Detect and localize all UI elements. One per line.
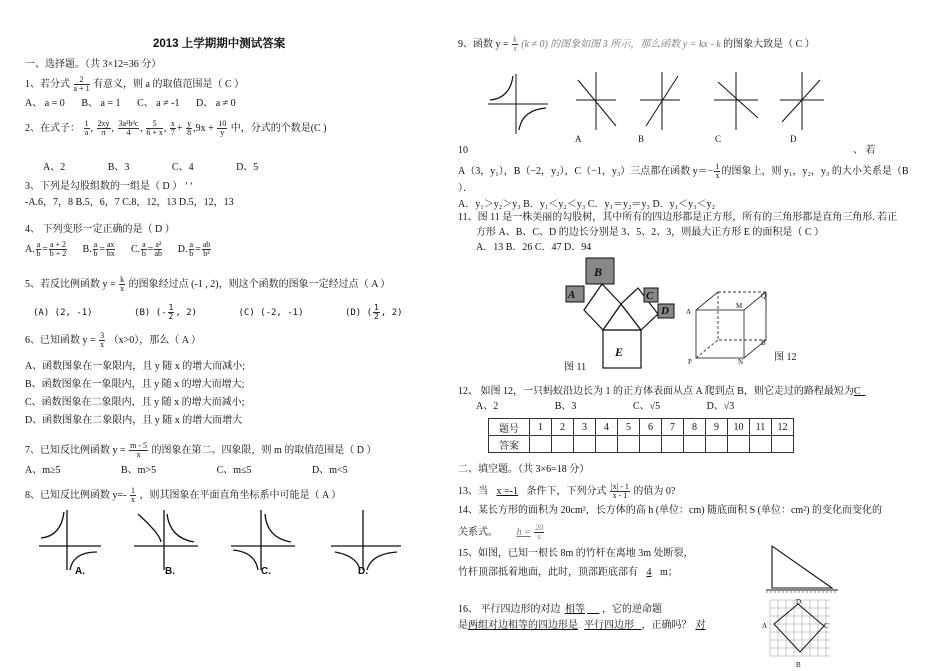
q4d-lhs: [189, 241, 195, 258]
q6-option-a: A、函数图象在一象限内，且 y 随 x 的增大而减小;: [25, 361, 245, 372]
q9-option-d-graph: [780, 72, 824, 130]
q7-option-a: A、m≥5: [25, 465, 61, 476]
frac-num: 2xy: [97, 119, 110, 128]
frac-num: k: [120, 275, 125, 284]
table-cell[interactable]: [662, 436, 684, 453]
q8-label-b: B.: [165, 566, 175, 577]
q8-graph-d: [331, 510, 401, 570]
section-1-heading: 一、选择题。（共 3×12=36 分）: [25, 59, 162, 70]
q7-option-b: B、m>5: [121, 465, 157, 476]
q9-option-c-graph: [714, 72, 758, 130]
frac-num: m - 5: [130, 441, 148, 450]
q2-text: 2、在式子：: [25, 122, 80, 134]
table-cell: 10: [728, 419, 750, 436]
q16-answer-3: 平行四边形: [584, 620, 634, 631]
q2-frac-2: [97, 120, 111, 137]
section-2-heading: 二、填空题。（共 3×6=18 分）: [458, 464, 590, 475]
frac-den: 2: [168, 312, 174, 321]
frac-den: y: [220, 128, 225, 137]
q5-option-c: (C) (-2, -1): [238, 308, 304, 318]
frac-den: π: [101, 128, 106, 137]
q10-text: A（3，y₁），B（−2，y₂），C（−1，y₃）三点都在函数 y＝−: [458, 165, 714, 177]
page-title: 2013 上学期期中测试答案: [153, 38, 286, 50]
frac-den: b: [93, 249, 98, 258]
q1-option-d: D、 a ≠ 0: [196, 98, 236, 109]
cube-label-m: M: [736, 302, 743, 310]
table-cell[interactable]: [618, 436, 640, 453]
question-15: 15、如图，已知一根长 8m 的竹杆在离地 3m 处断裂，: [458, 548, 694, 559]
q7-fraction: [129, 442, 148, 459]
table-cell[interactable]: [750, 436, 772, 453]
q8-label-a: A.: [75, 566, 85, 577]
table-row: [489, 419, 794, 436]
frac-num: y: [187, 119, 192, 128]
q16-text-3: 是: [458, 620, 468, 631]
question-11: 11、图 11 是一株美丽的勾股树，其中所有的四边形都是正方形，所有的三角形都是直角三角形. 若正: [458, 212, 898, 223]
q8-text: 8、已知反比例函数 y=-: [25, 489, 127, 501]
question-5: [25, 276, 390, 293]
q2-frac-5: [170, 120, 176, 137]
q9-mid: (k ≠ 0) 的图象如图 3 所示，那么函数: [521, 38, 681, 50]
table-row: [489, 436, 794, 453]
q5b-frac: [168, 304, 175, 321]
q1-options: [25, 98, 236, 110]
q4c-rhs: [154, 241, 162, 258]
q12-option-c: C、√5: [632, 401, 661, 412]
table-cell: 9: [706, 419, 728, 436]
q9-label-b: B: [638, 134, 645, 144]
q2-frac-6: [186, 120, 192, 137]
figure-11-caption: 图 11: [564, 362, 587, 373]
q11-line-2: 方形 A、B、C、D 的边长分别是 3、5、2、3，则最大正方形 E 的面积是（ C ）: [476, 227, 825, 238]
table-cell: 3: [574, 419, 596, 436]
frac-num: 1: [715, 162, 720, 171]
table-cell[interactable]: [596, 436, 618, 453]
q5-option-b-tail: , 2): [175, 308, 198, 318]
question-8: [25, 487, 341, 504]
q16-answer-4: 对: [695, 620, 706, 631]
q16-text-2: ，它的逆命题: [602, 604, 662, 615]
tree-label-d: D: [661, 305, 669, 317]
q2-options: [43, 162, 258, 174]
cube-label-p: P: [688, 358, 692, 366]
q8-label-c: C.: [261, 566, 271, 577]
q12-option-d: D、√3: [706, 401, 735, 412]
frac-den: x: [120, 284, 125, 293]
tree-label-c: C: [646, 290, 654, 302]
q10-fraction: [714, 163, 720, 180]
frac-den: x: [513, 44, 517, 53]
q8-graph-a: [39, 510, 101, 570]
q4b-lhs: [93, 241, 99, 258]
q9-graphs: [488, 70, 828, 140]
q10-text-b: 的图象上，则 y₁，y₂，y₃ 的大小关系是（B: [721, 165, 909, 177]
frac-den: x: [715, 171, 720, 180]
question-1: [25, 76, 244, 93]
table-cell[interactable]: [728, 436, 750, 453]
table-cell: 7: [662, 419, 684, 436]
q9-tail: 的图象大致是（ C ）: [723, 38, 815, 50]
frac-num: 1: [130, 486, 135, 495]
question-2: 2、在式子： $\frac{1}{a}$ , $\frac{2xy}{\pi}$ , $\frac{\text{3a²b³c}}{4}$ , $\frac{5}{6 + x}$ , $\frac{x}{7}$ + $\frac{y}{8}$ ,9x + $\frac{10}{y}$ 中，分式的个数是(C ): [25, 119, 327, 137]
q8-graph-b: [134, 510, 198, 570]
q15-answer: 4: [646, 567, 652, 578]
equals: =: [99, 243, 105, 255]
frac-den: x - 1: [612, 491, 628, 500]
q2-option-d: D、5: [236, 162, 259, 173]
q2-option-c: C、4: [171, 162, 194, 173]
question-4: 4、 下列变形一定正确的是（ D ）: [25, 224, 175, 235]
frac-den: a: [84, 128, 89, 137]
q4-options: [25, 241, 212, 258]
question-6: [25, 332, 201, 349]
table-cell[interactable]: [772, 436, 794, 453]
frac-num: 1: [168, 303, 174, 312]
frac-den: ab: [154, 249, 163, 258]
frac-num: 1: [84, 119, 89, 128]
table-cell[interactable]: [706, 436, 728, 453]
question-3: 3、下列是勾股组数的一组是（ D ） ’ ‘: [25, 181, 194, 192]
q1-fraction: [74, 76, 90, 93]
q1-option-a: A、 a = 0: [25, 98, 65, 109]
frac-num: k: [513, 35, 517, 44]
q2-frac-1: [84, 120, 90, 137]
table-cell: 12: [772, 419, 794, 436]
q6-fraction: [99, 332, 105, 349]
q4-option-b-label: B.: [82, 243, 92, 255]
q5-fraction: [119, 276, 125, 293]
q1-text: 1、若分式: [25, 78, 70, 90]
frac-num: 20: [535, 523, 544, 532]
q2-frac-4: [146, 120, 163, 137]
q13-text: 13、当: [458, 485, 488, 497]
frac-den: 7: [170, 128, 175, 137]
frac-num: 2: [74, 76, 90, 85]
q8-tail: ，则其图象在平面直角坐标系中可能是（ A ）: [139, 489, 342, 501]
table-cell: 6: [640, 419, 662, 436]
q12-options: [476, 401, 734, 413]
q6-option-b: B、函数图象在一象限内，且 y 随 x 的增大而增大;: [25, 379, 245, 390]
q9-figure-3: [488, 74, 548, 134]
frac-num: 10: [218, 119, 227, 128]
bamboo-triangle-figure: [766, 544, 838, 594]
q2-option-b: B、3: [107, 162, 130, 173]
frac-num: a²: [155, 240, 162, 249]
frac-den: 8: [187, 128, 192, 137]
q15-text: 竹杆顶部抵着地面，此时，顶部距底部有: [458, 567, 638, 578]
q9-option-a-graph: [576, 72, 616, 130]
frac-den: x: [136, 450, 141, 459]
q4-option-a-label: A.: [25, 243, 35, 255]
answer-table: [488, 418, 794, 453]
table-cell: 11: [750, 419, 772, 436]
cube-label-b: B: [761, 339, 766, 347]
table-cell[interactable]: [574, 436, 596, 453]
frac-num: a + 2: [49, 240, 66, 249]
q5-options: [33, 304, 403, 321]
q2-option-a: A、2: [43, 162, 66, 173]
question-9: [458, 36, 815, 53]
q9-fraction: [512, 36, 518, 53]
q16-text: 16、 平行四边形的对边: [458, 604, 561, 615]
q2-frac-3: [118, 120, 140, 137]
q2-tail: 中，分式的个数是(C ): [230, 122, 327, 134]
q2-mid: ,9x +: [193, 122, 214, 134]
q4c-lhs: [141, 241, 147, 258]
q4d-rhs: [202, 241, 212, 258]
frac-den: 6 + x: [146, 128, 163, 137]
q4-option-d-label: D.: [177, 243, 188, 255]
table-cell: 4: [596, 419, 618, 436]
grid-label-a: A: [762, 622, 768, 630]
frac-num: a: [142, 240, 146, 249]
table-cell: 5: [618, 419, 640, 436]
q5-text: 5、若反比例函数 y =: [25, 278, 116, 290]
q9-label-d: D: [790, 134, 797, 144]
frac-den: a + 1: [73, 84, 90, 93]
q12-option-a: A、2: [476, 401, 499, 412]
q6-tail: （x>0），那么（ A ）: [108, 334, 201, 346]
frac-num: 5: [146, 120, 163, 129]
frac-num: 3: [100, 331, 105, 340]
q16-question: ，正确吗？: [641, 620, 692, 631]
q10-line-1: [458, 163, 909, 180]
q11-options: A．13 B．26 C．47 D．94: [476, 242, 592, 253]
table-cell: 2: [552, 419, 574, 436]
table-header-answer: 答案: [489, 436, 530, 453]
q8-graphs: [37, 508, 437, 598]
tree-label-b: B: [594, 265, 603, 279]
q7-text: 7、已知反比例函数 y =: [25, 444, 126, 456]
q13-fraction: [610, 483, 630, 500]
q12-answer: C: [853, 386, 861, 397]
table-cell[interactable]: [684, 436, 706, 453]
q15-line-2: [458, 567, 678, 579]
q10-options: A．y₁＞y₂＞y₃ B．y₁＜y₂＜y₃ C．y₁＝y₂＝y₃ D．y₁＜y₃＜y₂: [458, 199, 716, 210]
question-7: [25, 442, 377, 459]
frac-den: b: [189, 249, 194, 258]
q16-answer-1: 相等: [565, 604, 585, 615]
q12-text: 12、 如图 12，一只蚂蚁沿边长为 1 的正方体表面从点 A 爬到点 B，则它走过的路程最短为: [458, 386, 854, 397]
tree-label-a: A: [568, 289, 576, 301]
question-14: 14、某长方形的面积为 20cm²，长方体的高 h (单位：cm) 随底面积 S (单位：cm²) 的变化而变化的: [458, 505, 883, 516]
equals: =: [195, 243, 201, 255]
cube-label-q: Q: [761, 292, 767, 300]
frac-den: b + 2: [49, 249, 67, 258]
q6-text: 6、已知函数 y =: [25, 334, 96, 346]
frac-num: a: [189, 240, 194, 249]
frac-den: s: [537, 532, 541, 541]
q9-option-b-graph: [640, 72, 680, 130]
frac-den: b: [141, 249, 146, 258]
question-10-number: 10: [458, 145, 468, 156]
table-header-number: 题号: [489, 419, 530, 436]
q14-text: 关系式。: [458, 526, 498, 538]
equals: =: [147, 243, 154, 255]
frac-num: a: [36, 240, 41, 249]
frac-den: b²: [203, 249, 210, 258]
q3-options: -A.6，7，8 B.5，6，7 C.8，12，13 D.5，12，13: [25, 197, 234, 208]
frac-num: ax: [106, 240, 115, 249]
table-cell[interactable]: [640, 436, 662, 453]
q4b-rhs: [106, 241, 116, 258]
q15-unit: m；: [660, 567, 678, 578]
frac-num: a: [93, 240, 98, 249]
q10-line-2: ）．: [458, 183, 473, 194]
q16-line-2: [458, 620, 706, 632]
q2-frac-7: [217, 120, 227, 137]
table-cell[interactable]: [552, 436, 574, 453]
frac-den: b: [36, 249, 41, 258]
frac-den: x: [130, 495, 135, 504]
q4a-lhs: [36, 241, 42, 258]
q6-option-d: D、函数图象在二象限内，且 y 随 x 的增大而增大: [25, 415, 243, 426]
q5d-frac: [373, 304, 380, 321]
frac-num: x: [170, 119, 175, 128]
q9-label-a: A: [575, 134, 582, 144]
question-12: [458, 386, 866, 398]
q14-fraction: [534, 524, 544, 541]
frac-num: |x| - 1: [610, 482, 629, 491]
q10-tail: 、 若: [853, 145, 876, 156]
q4-option-c-label: C.: [130, 243, 141, 255]
q1-option-b: B、 a = 1: [81, 98, 121, 109]
q1-tail: 有意义，则 a 的取值范围是（ C ）: [93, 78, 245, 90]
grid-label-c: C: [824, 622, 829, 630]
tree-label-e: E: [615, 345, 624, 359]
q8-fraction: [130, 487, 136, 504]
q14-equation: h =: [516, 526, 531, 538]
frac-num: ab: [202, 240, 211, 249]
q12-option-b: B、3: [554, 401, 577, 412]
q9-text: 9、函数 y =: [458, 38, 509, 50]
frac-num: 1: [374, 303, 379, 312]
cube-label-n: N: [738, 358, 744, 366]
q8-label-d: D.: [358, 566, 368, 577]
q4a-rhs: [49, 241, 67, 258]
table-cell[interactable]: [530, 436, 552, 453]
q5-tail: 的图象经过点 (-1 , 2)，则这个函数的图象一定经过点（ A ）: [128, 278, 391, 290]
q7-option-c: C、m≤5: [216, 465, 252, 476]
question-16: [458, 604, 662, 616]
q9-function: y = kx - k: [682, 38, 721, 50]
figure-12-caption: 图 12: [774, 352, 797, 363]
frac-num: 3a²b³c: [118, 119, 139, 128]
q5-option-b: (B) (-: [134, 308, 167, 318]
q13-mid: 条件下，下列分式: [526, 485, 607, 497]
q9-label-c: C: [715, 134, 722, 144]
q13-tail: 的值为 0?: [633, 485, 676, 497]
q7-option-d: D、m<5: [312, 465, 348, 476]
q14-line-2: [458, 524, 545, 541]
q5-option-d-tail: , 2): [380, 308, 403, 318]
frac-den: 2: [374, 312, 379, 321]
q5-option-a: (A) (2, -1): [33, 308, 93, 318]
q7-options: [25, 465, 348, 477]
table-cell: 1: [530, 419, 552, 436]
grid-label-b: B: [796, 661, 801, 669]
q5-option-d: (D) (: [344, 308, 373, 318]
equals: =: [42, 243, 48, 255]
cube-label-a: A: [686, 308, 692, 316]
q16-answer-2: 两组对边相等的四边形是: [468, 620, 578, 631]
frac-den: bx: [106, 249, 115, 258]
table-cell: 8: [684, 419, 706, 436]
q6-option-c: C、函数图象在二象限内，且 y 随 x 的增大而减小;: [25, 397, 245, 408]
q13-answer: x =-1: [496, 485, 518, 497]
question-13: [458, 483, 675, 500]
frac-den: x: [100, 340, 105, 349]
frac-den: 4: [126, 128, 131, 137]
grid-label-d: D: [796, 598, 802, 606]
q7-tail: 的图象在第二、四象限，则 m 的取值范围是（ D ）: [151, 444, 377, 456]
q1-option-c: C、 a ≠ -1: [137, 98, 180, 109]
q8-graph-c: [231, 510, 295, 570]
